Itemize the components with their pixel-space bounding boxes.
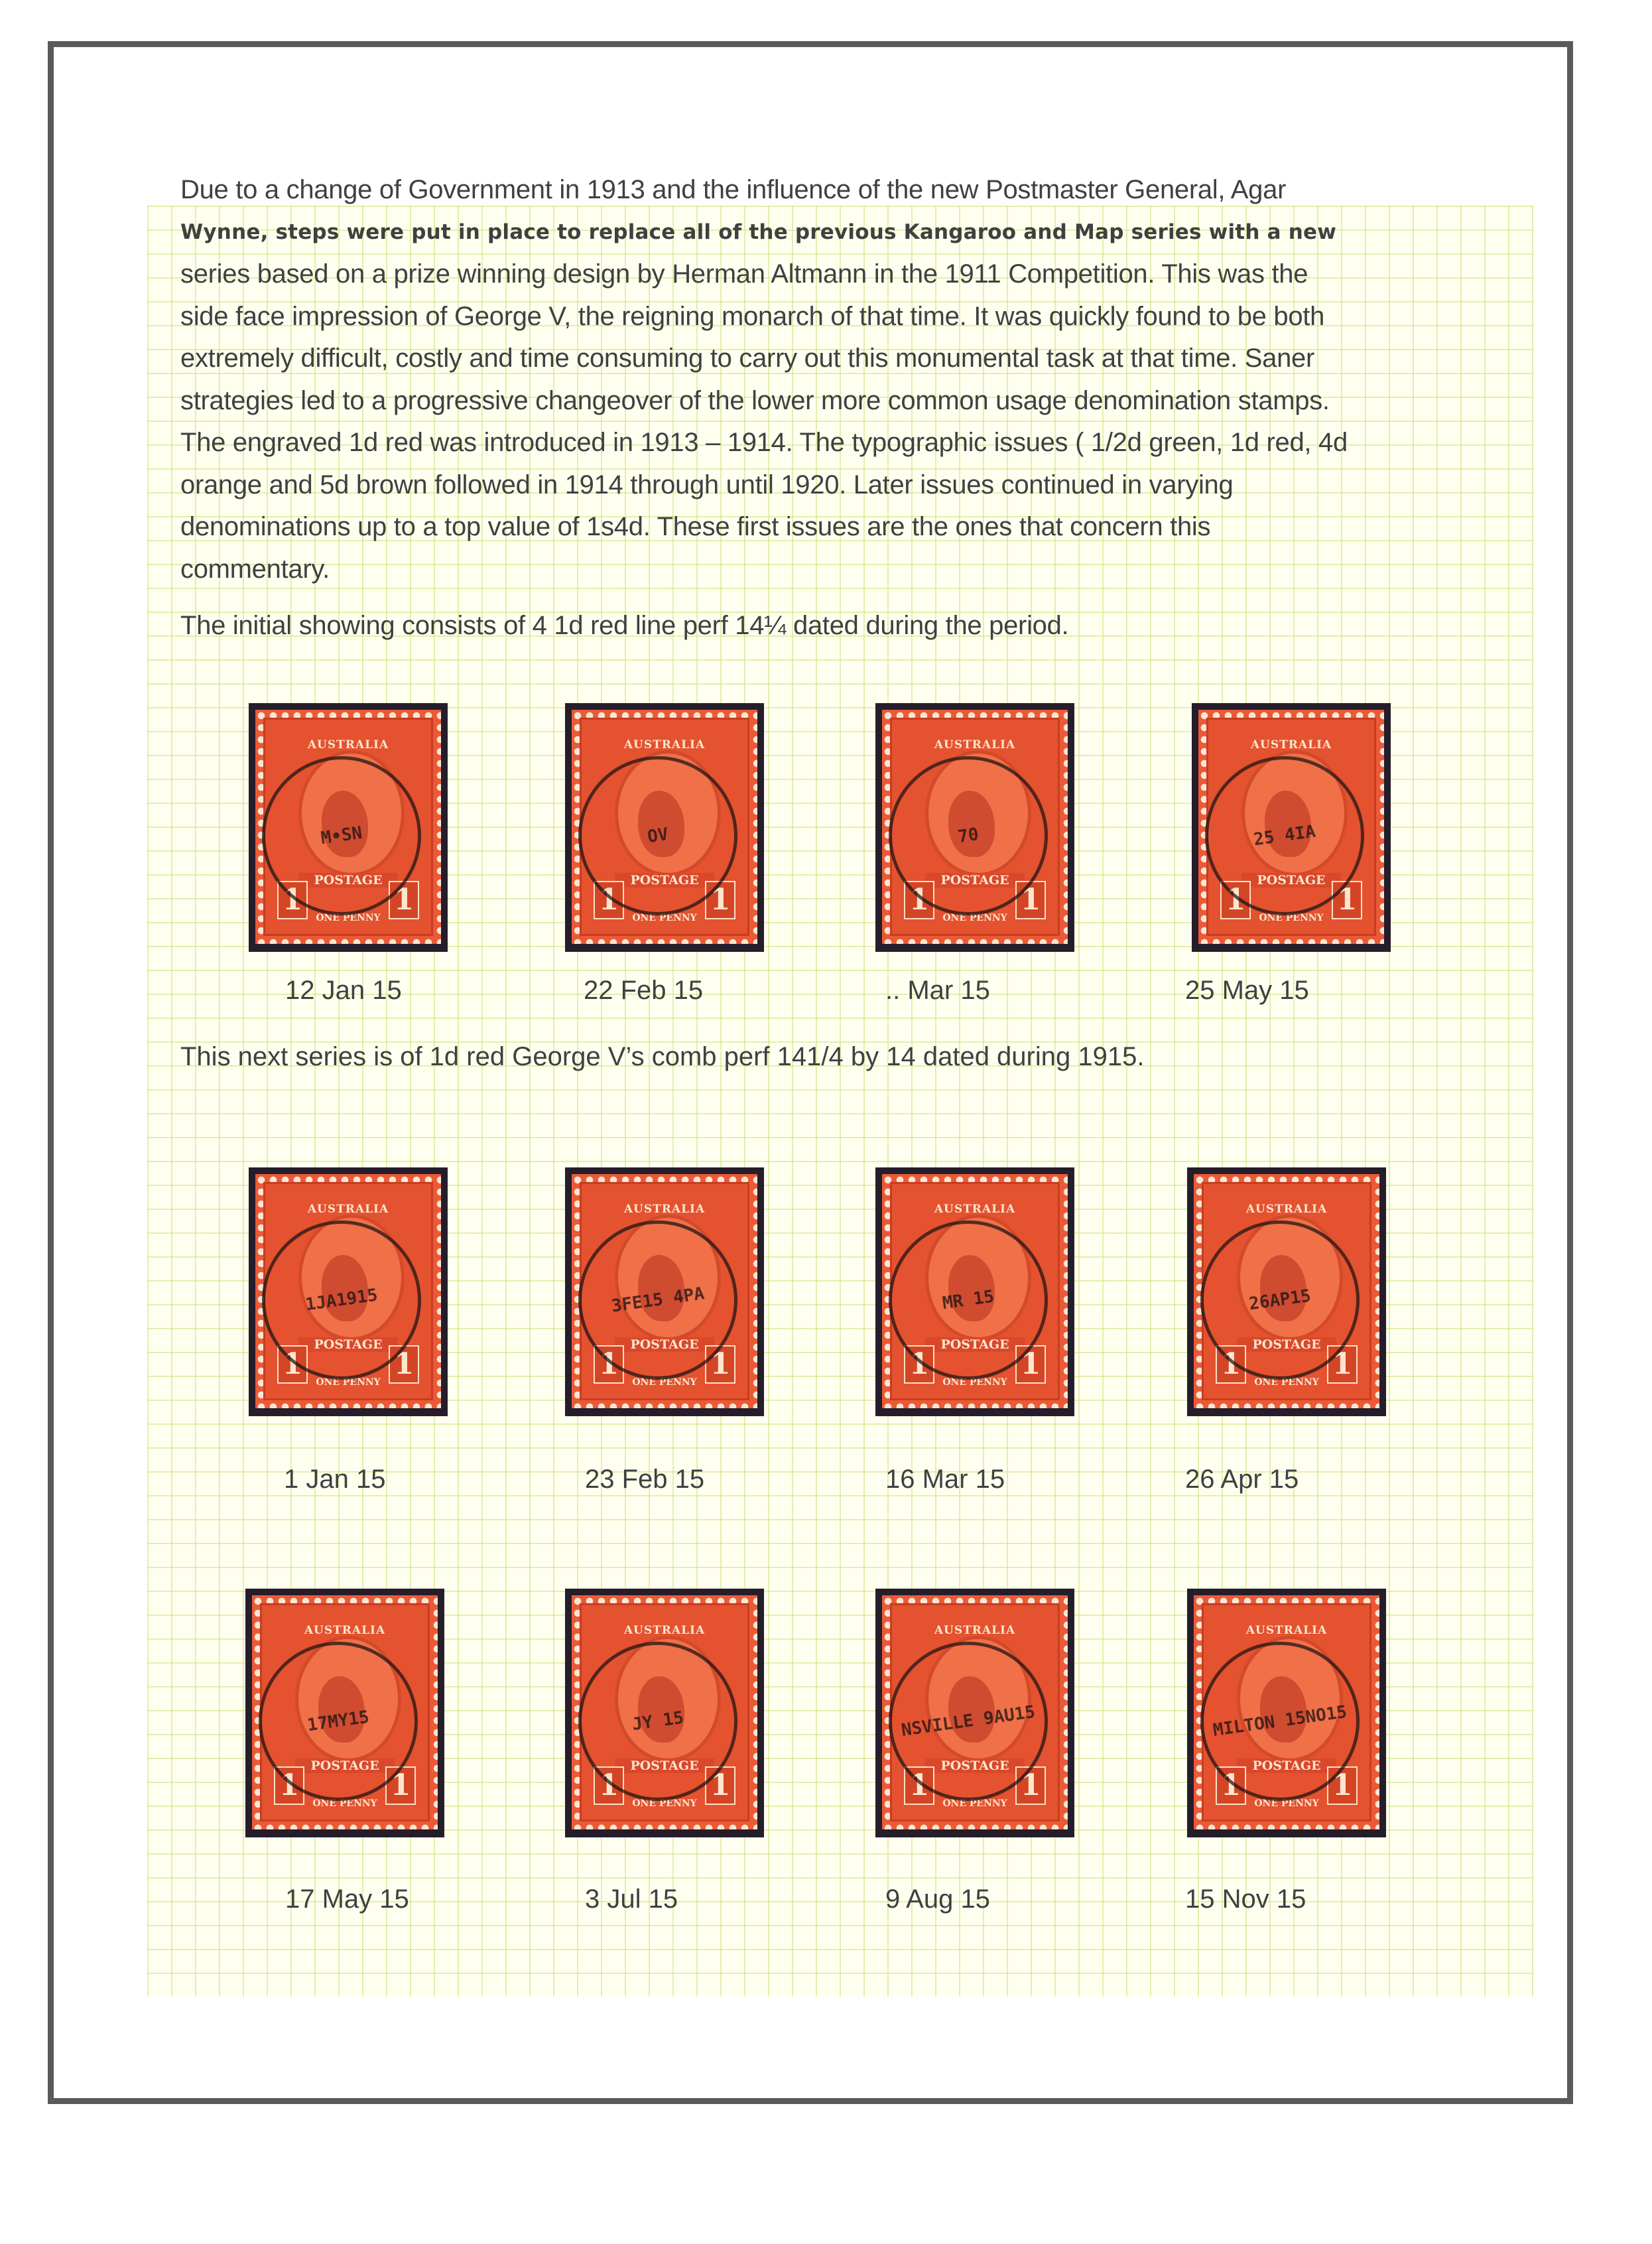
stamp-value-left: 1 (1220, 881, 1251, 919)
stamp-date-caption: .. Mar 15 (885, 976, 990, 1005)
stamp-country: AUSTRALIA (934, 1203, 1016, 1216)
postmark-text: 17MY15 (306, 1707, 371, 1736)
stamp-value-words: ONE PENNY (316, 913, 381, 923)
postmark-text: 25 4IA (1252, 821, 1317, 850)
stamp-value-left: 1 (274, 1766, 304, 1805)
stamp-row1-4 (1192, 703, 1391, 952)
stamp-value-left: 1 (594, 1345, 624, 1384)
stamp-value-left: 1 (594, 1766, 624, 1805)
stamp-image (572, 1174, 757, 1408)
stamp-date-caption: 3 Jul 15 (585, 1884, 678, 1914)
stamp-date-caption: 15 Nov 15 (1185, 1884, 1306, 1914)
intro-line-2: Wynne, steps were put in place to replace all of the previous Kangaroo and Map series with a new (180, 220, 1337, 244)
stamp-value-right: 1 (1327, 1345, 1358, 1384)
postmark-cancel (259, 1642, 418, 1801)
stamp-image (882, 710, 1068, 944)
stamp-value-left: 1 (904, 1766, 934, 1805)
stamp-image (1194, 1595, 1379, 1829)
postmark-cancel (1205, 756, 1364, 915)
postmark-cancel (889, 1642, 1048, 1801)
postmark-cancel (578, 756, 737, 915)
stamp-country: AUSTRALIA (623, 738, 706, 752)
postmark-cancel (889, 756, 1048, 915)
stamp-value-left: 1 (904, 1345, 934, 1384)
stamp-value-words: ONE PENNY (632, 1798, 697, 1809)
stamp-image (1198, 710, 1384, 944)
stamp-country: AUSTRALIA (1245, 1203, 1328, 1216)
stamp-value-words: ONE PENNY (632, 1377, 697, 1388)
stamp-value-right: 1 (389, 1345, 419, 1384)
stamp-value-right: 1 (1015, 881, 1046, 919)
stamp-image (572, 1595, 757, 1829)
stamp-postage: POSTAGE (925, 1337, 1025, 1352)
stamp-country: AUSTRALIA (934, 738, 1016, 752)
stamp-row2-2 (565, 1167, 764, 1416)
intro-line-9: denominations up to a top value of 1s4d. These first issues are the ones that concern this (180, 512, 1211, 541)
postmark-text: 26AP15 (1247, 1286, 1312, 1315)
stamp-row3-3 (875, 1589, 1074, 1837)
stamp-postage: POSTAGE (615, 1337, 714, 1352)
stamp-image (252, 1595, 438, 1829)
postmark-cancel (578, 1642, 737, 1801)
postmark-text: MILTON 15NO15 (1212, 1701, 1348, 1741)
stamp-value-left: 1 (1216, 1766, 1246, 1805)
stamp-value-left: 1 (904, 881, 934, 919)
stamp-country: AUSTRALIA (1250, 738, 1332, 752)
postmark-cancel (1200, 1221, 1360, 1380)
stamp-row1-1 (249, 703, 448, 952)
intro-line-5: extremely difficult, costly and time consuming to carry out this monumental task at that time. Saner (180, 344, 1315, 373)
stamp-value-words: ONE PENNY (1254, 1798, 1319, 1809)
stamp-value-right: 1 (389, 881, 419, 919)
stamp-value-right: 1 (1327, 1766, 1358, 1805)
stamp-postage: POSTAGE (1237, 1758, 1336, 1773)
stamp-row2-4 (1187, 1167, 1386, 1416)
stamp-date-caption: 12 Jan 15 (285, 976, 402, 1005)
stamp-row2-3 (875, 1167, 1074, 1416)
postmark-text: MR 15 (941, 1286, 995, 1314)
stamp-country: AUSTRALIA (623, 1624, 706, 1637)
intro-line-7: The engraved 1d red was introduced in 1913 – 1914. The typographic issues ( 1/2d green, 1d red, 4d (180, 428, 1348, 457)
postmark-text: 1JA1915 (304, 1285, 379, 1315)
stamp-postage: POSTAGE (925, 873, 1025, 888)
intro-line-6: strategies led to a progressive changeover of the lower more common usage denomination stamps. (180, 385, 1330, 415)
stamp-value-words: ONE PENNY (1254, 1377, 1319, 1388)
stamp-value-right: 1 (1015, 1345, 1046, 1384)
postmark-cancel (262, 1221, 421, 1380)
postmark-text: JY 15 (631, 1707, 685, 1735)
stamp-date-caption: 1 Jan 15 (284, 1465, 386, 1494)
stamp-date-caption: 25 May 15 (1185, 976, 1309, 1005)
intro-line-3: series based on a prize winning design by Herman Altmann in the 1911 Competition. This was the (180, 259, 1308, 289)
stamp-value-words: ONE PENNY (312, 1798, 377, 1809)
stamp-row2-1 (249, 1167, 448, 1416)
stamp-value-words: ONE PENNY (942, 913, 1007, 923)
stamp-image (255, 1174, 441, 1408)
stamp-value-right: 1 (385, 1766, 416, 1805)
stamp-postage: POSTAGE (298, 873, 398, 888)
stamp-value-right: 1 (705, 1345, 735, 1384)
stamp-value-words: ONE PENNY (942, 1377, 1007, 1388)
stamp-country: AUSTRALIA (1245, 1624, 1328, 1637)
stamp-value-left: 1 (594, 881, 624, 919)
intro-line-4: side face impression of George V, the reigning monarch of that time. It was quickly found to be both (180, 301, 1325, 331)
postmark-cancel (578, 1221, 737, 1380)
stamp-postage: POSTAGE (925, 1758, 1025, 1773)
stamp-date-caption: 22 Feb 15 (584, 976, 704, 1005)
stamp-image (255, 710, 441, 944)
stamp-row3-2 (565, 1589, 764, 1837)
intro-line-1: Due to a change of Government in 1913 and the influence of the new Postmaster General, Agar (180, 175, 1287, 204)
intro-line-8: orange and 5d brown followed in 1914 through until 1920. Later issues continued in varying (180, 470, 1234, 499)
stamp-value-right: 1 (1015, 1766, 1046, 1805)
initial-showing-heading: The initial showing consists of 4 1d red line perf 14¼ dated during the period. (180, 611, 1069, 640)
stamp-country: AUSTRALIA (623, 1203, 706, 1216)
stamp-value-right: 1 (1332, 881, 1362, 919)
stamp-image (1194, 1174, 1379, 1408)
stamp-row3-4 (1187, 1589, 1386, 1837)
intro-line-10: commentary. (180, 554, 330, 584)
stamp-image (882, 1174, 1068, 1408)
stamp-value-right: 1 (705, 881, 735, 919)
postmark-cancel (1200, 1642, 1360, 1801)
stamp-date-caption: 16 Mar 15 (885, 1465, 1005, 1494)
stamp-date-caption: 26 Apr 15 (1185, 1465, 1299, 1494)
stamp-value-right: 1 (705, 1766, 735, 1805)
postmark-cancel (889, 1221, 1048, 1380)
stamp-postage: POSTAGE (615, 873, 714, 888)
stamp-postage: POSTAGE (295, 1758, 395, 1773)
stamp-date-caption: 17 May 15 (285, 1884, 409, 1914)
stamp-image (572, 710, 757, 944)
postmark-text: 3FE15 4PA (610, 1284, 706, 1317)
postmark-text: 70 (956, 824, 980, 848)
postmark-text: OV (646, 824, 670, 848)
stamp-postage: POSTAGE (298, 1337, 398, 1352)
stamp-postage: POSTAGE (615, 1758, 714, 1773)
stamp-country: AUSTRALIA (934, 1624, 1016, 1637)
stamp-value-words: ONE PENNY (942, 1798, 1007, 1809)
postmark-text: NSVILLE 9AU15 (900, 1701, 1037, 1741)
stamp-country: AUSTRALIA (307, 738, 389, 752)
stamp-postage: POSTAGE (1237, 1337, 1336, 1352)
stamp-value-left: 1 (1216, 1345, 1246, 1384)
stamp-value-words: ONE PENNY (632, 913, 697, 923)
series2-heading: This next series is of 1d red George V’s comb perf 141/4 by 14 dated during 1915. (180, 1042, 1145, 1071)
stamp-date-caption: 23 Feb 15 (585, 1465, 705, 1494)
stamp-country: AUSTRALIA (307, 1203, 389, 1216)
stamp-value-words: ONE PENNY (1259, 913, 1324, 923)
stamp-postage: POSTAGE (1241, 873, 1341, 888)
stamp-row1-3 (875, 703, 1074, 952)
postmark-cancel (262, 756, 421, 915)
intro-text (180, 169, 1480, 647)
stamp-country: AUSTRALIA (304, 1624, 386, 1637)
stamp-image (882, 1595, 1068, 1829)
postmark-text: M•SN (319, 823, 364, 849)
stamp-row3-1 (245, 1589, 444, 1837)
stamp-value-left: 1 (277, 1345, 308, 1384)
stamp-date-caption: 9 Aug 15 (885, 1884, 990, 1914)
stamp-value-words: ONE PENNY (316, 1377, 381, 1388)
stamp-row1-2 (565, 703, 764, 952)
stamp-value-left: 1 (277, 881, 308, 919)
